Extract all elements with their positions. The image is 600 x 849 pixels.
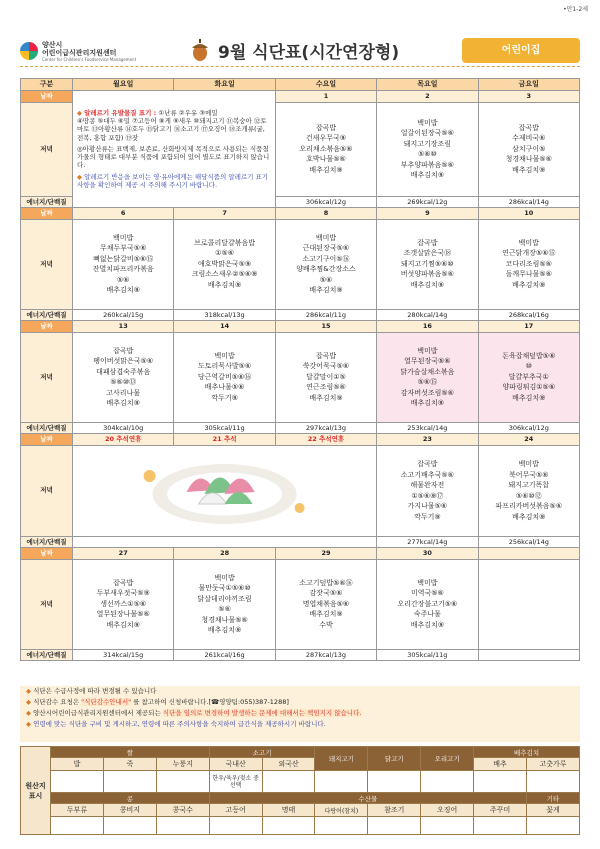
row-label: 에너지/단백질: [21, 422, 73, 434]
meal-row: [21, 559, 580, 649]
org-english: Center for Children's Foodservice Management: [42, 57, 137, 62]
meal-cell: 백미밥 물만둣국①⑤⑥⑩ 닭살데리야끼조림 ⑤⑥ 청경채나물⑤⑥ 배추김치⑨: [174, 559, 275, 649]
date-row: [21, 548, 580, 560]
meal-cell: 잡곡밥 쑥갓어묵국⑤⑥ 달걀말이①⑤ 연근조림⑤⑥ 배추김치⑨: [275, 332, 376, 422]
origin-item: 명태: [262, 804, 315, 817]
energy-cell: 318kcal/13g: [174, 309, 275, 321]
table-header-row: [21, 79, 580, 91]
energy-cell: 286kcal/14g: [478, 196, 579, 208]
col-header: 월요일: [73, 79, 174, 91]
col-header: 화요일: [174, 79, 275, 91]
energy-cell: [478, 649, 579, 661]
col-header: 수요일: [275, 79, 376, 91]
meal-cell: 백미밥 얼갈이된장국⑤⑥ 돼지고기장조림 ⑤⑥⑩ 부추양파볶음⑤⑥ 배추김치⑨: [377, 102, 478, 196]
date-cell: 10: [478, 208, 579, 220]
date-cell-holiday: 22 추석연휴: [275, 434, 376, 446]
origin-item: 배추: [474, 758, 527, 771]
meal-cell: 백미밥 근대된장국⑤⑥ 소고기구이⑤⑯ 양배추찜&간장소스 ⑤⑥ 배추김치⑨: [275, 219, 376, 309]
row-label: 날짜: [21, 91, 73, 103]
energy-cell: [73, 536, 377, 548]
date-cell-holiday: 21 추석: [174, 434, 275, 446]
row-label: 날짜: [21, 208, 73, 220]
note-line: ◆ 양산시어린이급식관리지원센터에서 제공되는 식단을 임의로 변경하여 발생하는 문제에 대해서는 책임지지 않습니다.: [26, 709, 362, 717]
energy-cell: 261kcal/16g: [174, 649, 275, 661]
page-title: 9월 식단표(시간연장형): [218, 43, 400, 63]
origin-item: 콩국수: [156, 804, 209, 817]
songpyeon-plate-icon: [73, 446, 376, 536]
energy-cell: 287kcal/13g: [275, 649, 376, 661]
allergen-notice-head: 알레르기 유발물질 표기 :: [84, 109, 157, 118]
date-cell: 28: [174, 548, 275, 560]
origin-group: 닭고기: [368, 747, 421, 771]
energy-cell: 268kcal/16g: [478, 309, 579, 321]
org-name: 어린이급식관리지원센터: [42, 49, 117, 57]
origin-label: 원산지 표시: [21, 747, 51, 835]
origin-item: 콩비지: [103, 804, 156, 817]
date-cell: 27: [73, 548, 174, 560]
origin-item: 국내산: [209, 758, 262, 771]
origin-group: 쌀: [51, 747, 210, 758]
meal-row: [21, 332, 580, 422]
origin-item: 다랑어(참치): [315, 804, 368, 817]
date-cell: 24: [478, 434, 579, 446]
origin-item: 고춧가루: [527, 758, 580, 771]
row-label: 날짜: [21, 321, 73, 333]
date-cell: [478, 548, 579, 560]
energy-row: [21, 536, 580, 548]
allergen-list: ①난류 ②우유 ③메밀: [158, 109, 218, 118]
energy-cell: 297kcal/13g: [275, 422, 376, 434]
date-cell: 13: [73, 321, 174, 333]
col-header: 금요일: [478, 79, 579, 91]
row-label: 저녁: [21, 102, 73, 196]
origin-group: 소고기: [209, 747, 315, 758]
header: [20, 38, 580, 66]
origin-group: 콩: [51, 793, 210, 804]
diamond-icon: ◆: [26, 709, 31, 717]
date-cell: 8: [275, 208, 376, 220]
diamond-icon: ◆: [26, 687, 31, 695]
date-cell: 30: [377, 548, 478, 560]
date-cell: 29: [275, 548, 376, 560]
note-line: ◆ 식단은 수급사정에 따라 변경될 수 있습니다: [26, 687, 157, 695]
meal-cell: 돈육잡채덮밥⑤⑥ ⑩ 달걀부추국① 양파링튀김①⑤⑥ 배추김치⑨: [478, 332, 579, 422]
origin-item: 오징어: [421, 804, 474, 817]
meal-cell: 잡곡밥 팽이버섯맑은국⑤⑥ 대패삼겹숙주볶음 ⑤⑥⑩⑬ 고사리나물 배추김치⑨: [73, 332, 174, 422]
page-code: •만1-2세: [563, 6, 588, 13]
col-header: 목요일: [377, 79, 478, 91]
origin-group: 오리고기: [421, 747, 474, 771]
divider: [20, 66, 580, 67]
date-cell: 17: [478, 321, 579, 333]
col-header: 구분: [21, 79, 73, 91]
origin-group: 배추김치: [474, 747, 580, 758]
row-label: 에너지/단백질: [21, 649, 73, 661]
energy-row: [21, 309, 580, 321]
meal-cell: 잡곡밥 건새우무국⑨ 오리채소볶음⑤⑥ 호박나물⑤⑥ 배추김치⑨: [275, 102, 376, 196]
origin-item: 밥: [51, 758, 104, 771]
origin-group: 수산물: [209, 793, 526, 804]
meal-cell: 백미밥 무채두부국⑤⑥ 뼈없는닭갈비⑤⑥⑮ 잔멸치파프리카볶음 ⑤⑥ 배추김치⑨: [73, 219, 174, 309]
origin-item: 고등어: [209, 804, 262, 817]
energy-cell: 306kcal/12g: [275, 196, 376, 208]
date-cell: 6: [73, 208, 174, 220]
origin-group: 돼지고기: [315, 747, 368, 771]
org-city: 양산시: [42, 41, 63, 49]
date-row: [21, 434, 580, 446]
allergen-notice: ◆ 알레르기 유발물질 표기 : ①난류 ②우유 ③메밀 ④땅콩 ⑤대두 ⑥밀 ⑦고등어 ⑧게 ⑨새우 ⑩돼지고기 ⑪복숭아 ⑫토마토 ⑬아황산류 ⑭호두 ⑮닭고기 ⑯소고기 ⑰오징어 ⑱조개류(굴, 전복, 홍합 포함) ⑲잣 ◎아황산류는 표백제, 보존료, 산화방지제 목적으로 사용되는 식품첨가물의 형태로 대부분 식품에 포함되어 있어 별도로 표기하지 않습니다. ◆ 알레르기 반응을 보이는 영·유아에게는 해당식품의 알레르기 표기사항을 확인하여 제공 시 주의해 주시기 바랍니다.: [73, 91, 276, 208]
meal-row: [21, 445, 580, 536]
date-row: [21, 321, 580, 333]
daycare-tab: 어린이집: [462, 38, 580, 63]
row-label: 저녁: [21, 219, 73, 309]
energy-cell: 306kcal/12g: [478, 422, 579, 434]
org-logo-icon: [20, 42, 38, 60]
date-cell: 2: [377, 91, 478, 103]
beef-note: 한우/육우/젖소 중 선택: [209, 771, 262, 793]
meal-row: [21, 219, 580, 309]
energy-cell: 260kcal/15g: [73, 309, 174, 321]
meal-cell: 소고기덮밥⑤⑥⑯ 감잣국⑤⑥ 명엽채볶음⑤⑥ 배추김치⑨ 수박: [275, 559, 376, 649]
date-row: [21, 208, 580, 220]
meal-cell: 백미밥 북어무국⑤⑥ 돼지고기폭찹 ⑤⑥⑩⑫ 파프리카버섯볶음⑤⑥ 배추김치⑨: [478, 445, 579, 536]
org-logo: [20, 40, 180, 66]
row-label: 저녁: [21, 445, 73, 536]
date-cell: 3: [478, 91, 579, 103]
date-cell: 14: [174, 321, 275, 333]
meal-cell: 잡곡밥 수제비국⑥ 삼치구이⑤ 청경채나물⑤⑥ 배추김치⑨: [478, 102, 579, 196]
acorn-icon: [190, 38, 210, 62]
origin-item: 죽: [103, 758, 156, 771]
meal-cell: [478, 559, 579, 649]
origin-item: 두부류: [51, 804, 104, 817]
origin-item: 꽃게: [527, 804, 580, 817]
energy-cell: 314kcal/15g: [73, 649, 174, 661]
energy-cell: 305kcal/11g: [174, 422, 275, 434]
energy-cell: 304kcal/10g: [73, 422, 174, 434]
date-cell: 1: [275, 91, 376, 103]
energy-row: [21, 649, 580, 661]
energy-cell: 256kcal/14g: [478, 536, 579, 548]
note-line: ◆ 연령에 맞는 식단을 구비 및 게시하고, 연령에 따른 주의사항을 숙지하여 급간식을 제공하시기 바랍니다.: [26, 720, 326, 728]
energy-cell: 277kcal/14g: [377, 536, 478, 548]
row-label: 에너지/단백질: [21, 536, 73, 548]
energy-cell: 253kcal/14g: [377, 422, 478, 434]
origin-item: 참조기: [368, 804, 421, 817]
origin-item: 주꾸미: [474, 804, 527, 817]
holiday-banner: [73, 445, 377, 536]
meal-cell: 브로콜리달걀볶음밥 ①⑤⑥ 애호박맑은국⑤⑨ 크림소스새우②⑤⑥⑨ 배추김치⑨: [174, 219, 275, 309]
meal-cell: 잡곡밥 소고기배추국⑤⑥ 해물완자전 ①⑤⑥⑨⑰ 가지나물⑤⑥ 깍두기⑨: [377, 445, 478, 536]
energy-row: [21, 422, 580, 434]
notes-box: [20, 686, 580, 742]
energy-cell: 305kcal/11g: [377, 649, 478, 661]
meal-cell: 백미밥 도토리묵사발⑤⑥ 당근역갈비⑤⑥⑯ 배추나물⑤⑥ 깍두기⑨: [174, 332, 275, 422]
date-cell: 16: [377, 321, 478, 333]
energy-cell: 280kcal/14g: [377, 309, 478, 321]
row-label: 에너지/단백질: [21, 309, 73, 321]
origin-table: [20, 746, 580, 835]
date-cell: 23: [377, 434, 478, 446]
date-cell: 15: [275, 321, 376, 333]
date-row: [21, 91, 580, 103]
meal-cell: 잡곡밥 조갯살맑은국⑱ 돼지고기찜⑤⑥⑩ 버섯양파볶음⑤⑥ 배추김치⑨: [377, 219, 478, 309]
meal-cell: 잡곡밥 두부새우젓국⑤⑨ 생선까스①⑤⑥ 열무된장나물⑤⑥ 배추김치⑨: [73, 559, 174, 649]
date-cell: 7: [174, 208, 275, 220]
menu-table: [20, 78, 580, 661]
energy-cell: 286kcal/11g: [275, 309, 376, 321]
row-label: 날짜: [21, 434, 73, 446]
diamond-icon: ◆: [26, 720, 31, 728]
energy-cell: 269kcal/12g: [377, 196, 478, 208]
row-label: 에너지/단백질: [21, 196, 73, 208]
diamond-icon: ◆: [26, 698, 31, 706]
allergen-note: ◎아황산류는 표백제, 보존료, 산화방지제 목적으로 사용되는 식품첨가물의 형태로 대부분 식품에 포함되어 있어 별도로 표기하지 않습니다.: [77, 144, 270, 170]
meal-cell: 백미밥 미역국⑤⑥ 오리간장불고기⑤⑥ 숙주나물 배추김치⑨: [377, 559, 478, 649]
row-label: 저녁: [21, 559, 73, 649]
origin-item: 누룽지: [156, 758, 209, 771]
date-cell-holiday: 20 추석연휴: [73, 434, 174, 446]
row-label: 저녁: [21, 332, 73, 422]
meal-cell: 백미밥 연근닭개장⑤⑥⑮ 코다리조림⑤⑥ 돌깨무나물⑤⑥ 배추김치⑨: [478, 219, 579, 309]
date-cell: 9: [377, 208, 478, 220]
allergen-list: ④땅콩 ⑤대두 ⑥밀 ⑦고등어 ⑧게 ⑨새우 ⑩돼지고기 ⑪복숭아 ⑫토마토 ⑬아황산류 ⑭호두 ⑮닭고기 ⑯소고기 ⑰오징어 ⑱조개류(굴, 전복, 홍합 포함) ⑲잣: [77, 117, 267, 142]
meal-cell: 백미밥 열무된장국⑤⑥ 닭가슴살채소볶음 ⑤⑥⑮ 감자버섯조림⑤⑥ 배추김치⑨: [377, 332, 478, 422]
note-line: ◆ 식단감수 요청은 "식단감수안내서" 를 참고하여 신청바랍니다.[☎영양팀:055)387-1288]: [26, 698, 289, 706]
row-label: 날짜: [21, 548, 73, 560]
allergen-warning: 알레르기 반응을 보이는 영·유아에게는 해당식품의 알레르기 표기사항을 확인하여 제공 시 주의해 주시기 바랍니다.: [77, 172, 269, 189]
origin-group: 기타: [527, 793, 580, 804]
origin-item: 외국산: [262, 758, 315, 771]
